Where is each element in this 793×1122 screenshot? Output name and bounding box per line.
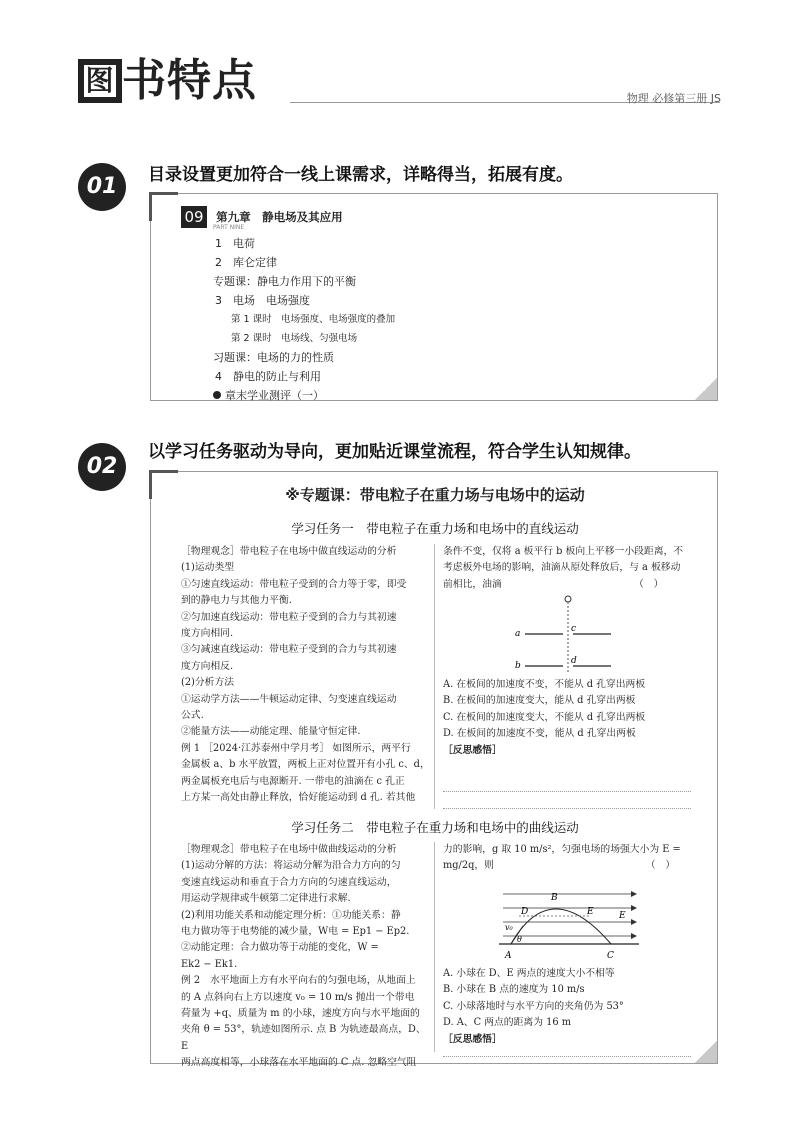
bullet-icon: [213, 391, 221, 399]
text-line: 度方向相同.: [181, 628, 234, 640]
label-b: b: [515, 661, 521, 671]
text-line: 两点高度相等，小球落在水平地面的 C 点. 忽略空气阻: [181, 1057, 417, 1069]
task2-right-column: [443, 842, 693, 875]
page-curl: [695, 1041, 717, 1063]
text-line: ②动能定理：合力做功等于动能的变化，W =: [181, 942, 379, 954]
toc-item-label: 章末学业测评（一）: [225, 389, 324, 402]
lesson-title: ※专题课：带电粒子在重力场与电场中的运动: [285, 486, 585, 504]
text-line: ［物理观念］带电粒子在电场中做曲线运动的分析: [181, 844, 397, 855]
text-line: 前相比，油滴 （ ）: [443, 578, 664, 590]
label-E-point: E: [587, 907, 594, 917]
text-line: ①匀速直线运动：带电粒子受到的合力等于零，即受: [181, 578, 407, 590]
page-curl: [695, 378, 717, 400]
toc-item[interactable]: 专题课：静电力作用下的平衡: [213, 275, 356, 288]
text-line: ①运动学方法——牛顿运动定律、匀变速直线运动: [181, 693, 397, 705]
plates-diagram: [501, 594, 621, 676]
option-c[interactable]: C. 在板间的加速度变大，不能从 d 孔穿出两板: [443, 711, 646, 723]
toc-item-review[interactable]: [213, 386, 395, 405]
toc-item[interactable]: 习题课：电场的力的性质: [213, 351, 334, 364]
toc-item[interactable]: 1 电荷: [215, 237, 255, 250]
column-divider: [434, 842, 435, 1052]
label-E-field: E: [619, 911, 626, 921]
text-line: 两金属板充电后与电源断开. 一带电的油滴在 c 孔正: [181, 775, 405, 787]
text-line: 荷量为 +q、质量为 m 的小球，速度方向与水平地面的: [181, 1008, 420, 1020]
reflect-label: ［反思感悟］: [443, 744, 502, 756]
label-D: D: [521, 907, 529, 917]
toc-header: [181, 206, 343, 231]
reflect-lines[interactable]: [443, 1048, 691, 1057]
text-line: 考虑板外电场的影响，油滴从原处释放后，与 a 板移动: [443, 562, 681, 574]
toc-item[interactable]: 第 2 课时 电场线、匀强电场: [231, 333, 358, 344]
toc-card: [150, 193, 718, 401]
option-d[interactable]: D. 在板间的加速度不变，能从 d 孔穿出两板: [443, 728, 636, 740]
brand-title: [78, 56, 257, 106]
text-line: 用运动学规律或牛顿第二定律进行求解.: [181, 893, 351, 905]
toc-item[interactable]: 4 静电的防止与利用: [215, 370, 321, 383]
text-line: ②匀加速直线运动：带电粒子受到的合力与其初速: [181, 611, 397, 623]
arrow-icon: [631, 933, 637, 939]
section-title-01: 目录设置更加符合一线上课需求，详略得当，拓展有度。: [148, 165, 573, 185]
text-line: 的 A 点斜向右上方以速度 v₀ = 10 m/s 抛出一个带电: [181, 991, 415, 1003]
task1-title: 学习任务一 带电粒子在重力场和电场中的直线运动: [291, 521, 579, 536]
label-A: A: [505, 951, 512, 961]
text-line: (2)利用功能关系和动能定理分析：①功能关系：静: [181, 909, 401, 921]
brand-rest: 书特点: [122, 55, 257, 106]
answer-line[interactable]: [443, 775, 691, 792]
label-B: B: [551, 893, 558, 903]
text-line: 力的影响，g 取 10 m/s²，匀强电场的场强大小为 E =: [443, 844, 681, 855]
text-line: 变速直线运动和垂直于合力方向的匀速直线运动，: [181, 876, 397, 888]
toc-list: [215, 234, 395, 405]
text-line: ③匀减速直线运动：带电粒子受到的合力与其初速: [181, 644, 397, 656]
trajectory-diagram: [491, 884, 641, 964]
section-badge-02: 02: [78, 443, 126, 491]
option-b[interactable]: B. 小球在 B 点的速度为 10 m/s: [443, 984, 585, 996]
text-line: 条件不变，仅将 a 板平行 b 板向上平移一小段距离，不: [443, 546, 684, 557]
task1-options: [443, 677, 693, 759]
text-line: 电力做功等于电势能的减少量，W电 = Ep1 − Ep2.: [181, 926, 410, 938]
text-line: 到的静电力与其他力平衡.: [181, 595, 292, 607]
section-title-02: 以学习任务驱动为导向，更加贴近课堂流程，符合学生认知规律。: [148, 442, 641, 462]
text-line: 度方向相反.: [181, 660, 234, 672]
text-line: ②能量方法——动能定理、能量守恒定律.: [181, 726, 361, 738]
text-line: 例 2 水平地面上方有水平向右的匀强电场，从地面上: [181, 975, 416, 987]
option-d[interactable]: D. A、C 两点的距离为 16 m: [443, 1017, 571, 1029]
card-bracket: [149, 192, 178, 221]
text-line: 公式.: [181, 710, 204, 722]
reflect-label: ［反思感悟］: [443, 1033, 502, 1045]
label-C: C: [607, 951, 614, 961]
chapter-number: 09: [181, 206, 207, 228]
label-d: d: [571, 656, 577, 666]
task2-title: 学习任务二 带电粒子在重力场和电场中的曲线运动: [291, 820, 579, 835]
text-line: 例 1 ［2024·江苏泰州中学月考］ 如图所示，两平行: [181, 742, 411, 754]
task2-left-column: [181, 842, 431, 1072]
answer-line[interactable]: [443, 1048, 691, 1057]
book-name: 物理 必修第三册 JS: [626, 92, 721, 105]
reflect-lines[interactable]: [443, 775, 691, 809]
answer-line[interactable]: [443, 792, 691, 809]
lesson-card: [150, 471, 718, 1069]
toc-item[interactable]: 3 电场 电场强度: [215, 294, 310, 307]
toc-item[interactable]: 第 1 课时 电场强度、电场强度的叠加: [231, 314, 396, 325]
text-line: (1)运动类型: [181, 562, 235, 574]
label-c: c: [571, 624, 577, 634]
text-line: 上方某一高处由静止释放，恰好能运动到 d 孔. 若其他: [181, 792, 416, 804]
text-line: 金属板 a、b 水平放置，两板上正对位置开有小孔 c、d，: [181, 759, 430, 771]
text-line: 夹角 θ = 53°，轨迹如图所示. 点 B 为轨迹最高点，D、E: [181, 1024, 426, 1052]
label-a: a: [515, 629, 521, 639]
text-line: (1)运动分解的方法：将运动分解为沿合力方向的匀: [181, 860, 401, 872]
column-divider: [434, 544, 435, 809]
toc-item[interactable]: 2 库仑定律: [215, 256, 277, 269]
task1-left-column: [181, 544, 431, 807]
option-a[interactable]: A. 在板间的加速度不变，不能从 d 孔穿出两板: [443, 679, 646, 690]
arrow-icon: [631, 891, 637, 897]
option-a[interactable]: A. 小球在 D、E 两点的速度大小不相等: [443, 968, 615, 979]
part-label: PART NINE: [213, 224, 245, 231]
task1-right-column: [443, 544, 693, 593]
text-line: ［物理观念］带电粒子在电场中做直线运动的分析: [181, 546, 397, 557]
oil-drop: [565, 596, 571, 602]
label-v0: v₀: [505, 923, 513, 932]
arrow-icon: [631, 919, 637, 925]
brand-first-char: 图: [78, 59, 122, 103]
option-c[interactable]: C. 小球落地时与水平方向的夹角仍为 53°: [443, 1000, 624, 1012]
option-b[interactable]: B. 在板间的加速度变大，能从 d 孔穿出两板: [443, 695, 636, 707]
task2-options: [443, 966, 693, 1048]
text-line: mg/2q，则 （ ）: [443, 860, 676, 872]
label-theta: θ: [517, 935, 522, 944]
arrow-icon: [631, 905, 637, 911]
text-line: (2)分析方法: [181, 677, 235, 689]
section-badge-01: 01: [78, 163, 126, 211]
chapter-title: 第九章 静电场及其应用: [216, 210, 343, 224]
text-line: Ek2 − Ek1.: [181, 958, 238, 970]
